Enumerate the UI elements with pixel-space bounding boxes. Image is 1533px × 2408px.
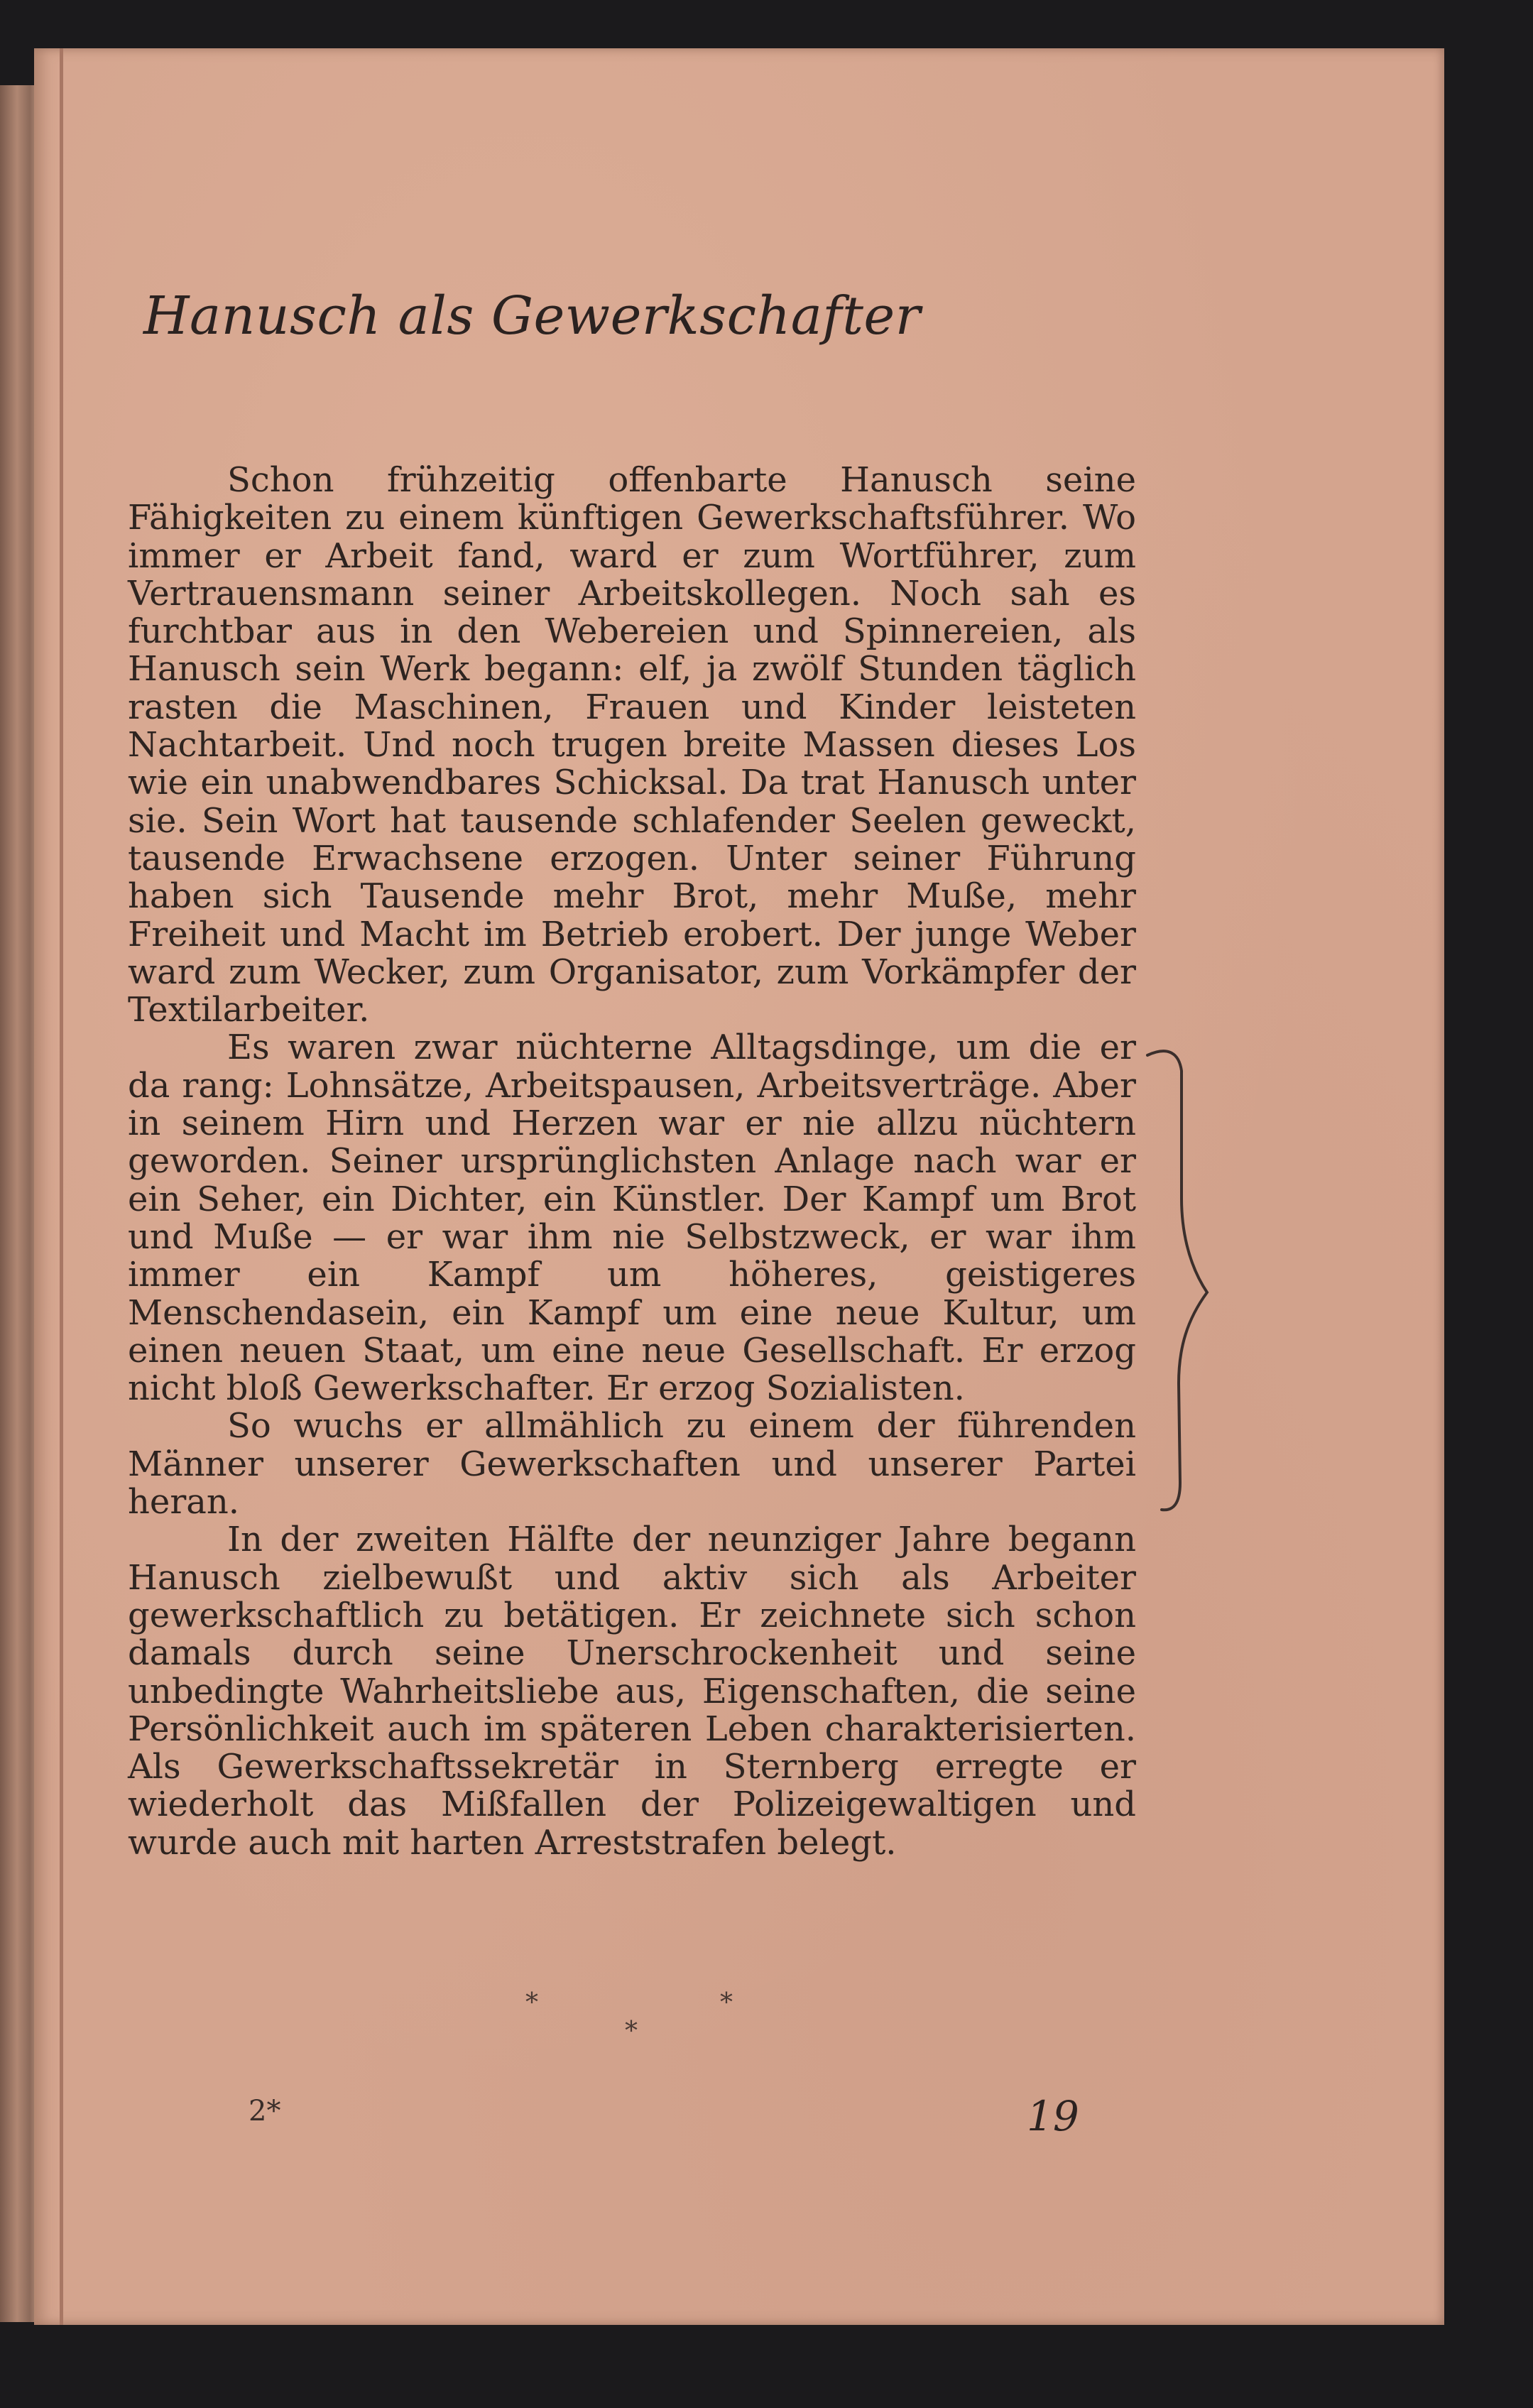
body-text [128, 462, 1136, 1862]
asterisk: * [720, 1988, 733, 2017]
gutter-line [60, 48, 63, 2325]
paragraph: Es waren zwar nüchterne Alltagsdinge, um die er da rang: Lohnsätze, Arbeitspausen, Arbeitsverträge. Aber in seinem Hirn und Herzen war er nie allzu nüchtern geworden. Seiner ursprünglichsten Anlage nach war er ein Seher, ein Dichter, ein Künstler. Der Kampf um Brot und Muße — er war ihm nie Selbstzweck, er war ihm immer ein Kampf um höheres, geistigeres Menschendasein, ein Kampf um eine neue Kultur, um einen neuen Staat, um eine neue Gesellschaft. Er erzog nicht bloß Gewerkschafter. Er erzog Sozialisten. [128, 1028, 1136, 1409]
asterisk: * [625, 2017, 638, 2046]
section-asterism [525, 1988, 753, 2052]
page-number: 19 [1027, 2092, 1079, 2140]
chapter-title: Hanusch als Gewerkschafter [143, 285, 921, 347]
printer-signature-mark: 2* [249, 2095, 281, 2128]
asterisk: * [525, 1988, 538, 2017]
paragraph: So wuchs er allmählich zu einem der führenden Männer unserer Gewerkschaften und unserer Partei heran. [128, 1406, 1136, 1522]
handwritten-brace-mark [1145, 1050, 1216, 1518]
paragraph: Schon frühzeitig offenbarte Hanusch seine Fähigkeiten zu einem künftigen Gewerkschaftsführer. Wo immer er Arbeit fand, ward er zum Wortführer, zum Vertrauensmann seiner Arbeitskollegen. Noch sah es furchtbar aus in den Webereien und Spinnereien, als Hanusch sein Werk begann: elf, ja zwölf Stunden täglich rasten die Maschinen, Frauen und Kinder leisteten Nachtarbeit. Und noch trugen breite Massen dieses Los wie ein unabwendbares Schicksal. Da trat Hanusch unter sie. Sein Wort hat tausende schlafender Seelen geweckt, tausende Erwachsene erzogen. Unter seiner Führung haben sich Tausende mehr Brot, mehr Muße, mehr Freiheit und Macht im Betrieb erobert. Der junge Weber ward zum Wecker, zum Organisator, zum Vorkämpfer der Textilarbeiter. [128, 460, 1136, 1030]
paragraph: In der zweiten Hälfte der neunziger Jahre begann Hanusch zielbewußt und aktiv sich als Arbeiter gewerkschaftlich zu betätigen. Er zeichnete sich schon damals durch seine Unerschrockenheit und seine unbedingte Wahrheitsliebe aus, Eigenschaften, die seine Persönlichkeit auch im späteren Leben charakterisierten. Als Gewerkschaftssekretär in Sternberg erregte er wiederholt das Mißfallen der Polizeigewaltigen und wurde auch mit harten Arreststrafen belegt. [128, 1520, 1136, 1863]
